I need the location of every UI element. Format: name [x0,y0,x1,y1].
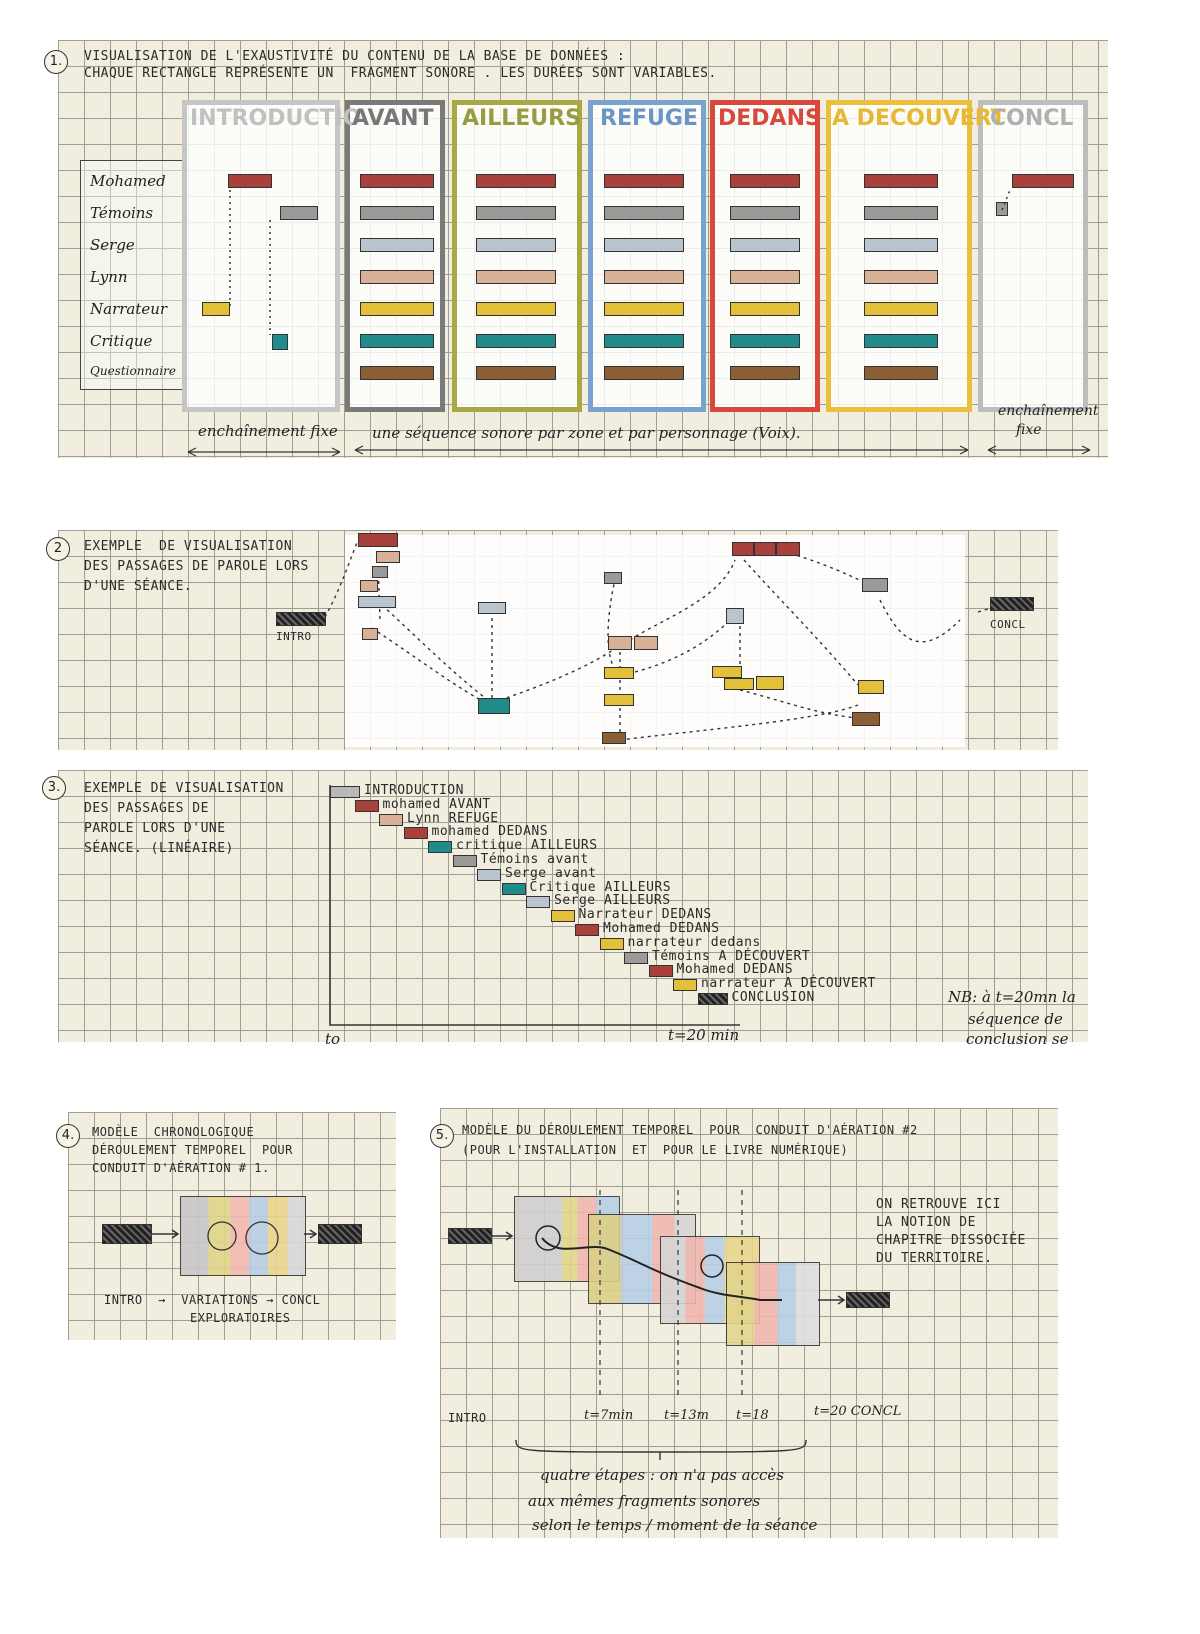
section5-time-1: t=7min [584,1408,634,1423]
section5-side-3: CHAPITRE DISSOCIÉE [876,1233,1026,1248]
section5-side-4: DU TERRITOIRE. [876,1251,993,1266]
zone-title-ailleurs: AILLEURS [462,106,581,131]
section4-title-line2: DÉROULEMENT TEMPOREL POUR [92,1143,293,1157]
section3-note-1: NB: à t=20mn la [948,988,1076,1006]
character-label-temoins: Témoins [90,204,154,222]
section3-step-label-7: Critique AILLEURS [529,879,672,895]
section4-caption-1: INTRO → VARIATIONS → CONCL [104,1293,321,1307]
section3-title-line3: PAROLE LORS D'UNE [84,821,226,836]
section3-step-label-11: narrateur dedans [627,934,761,950]
caption-right-1: enchaînement [998,403,1099,419]
section2-number: 2 [46,537,70,561]
section3-note-2: séquence de [968,1010,1063,1028]
section4-title-line3: CONDUIT D'AÉRATION # 1. [92,1161,270,1175]
character-label-questionnaire: Questionnaire [90,364,176,378]
section3-step-label-8: Serge AILLEURS [554,893,671,909]
section5-intro-label: INTRO [448,1411,487,1425]
section5-number: 5. [430,1124,454,1148]
character-label-narrateur: Narrateur [90,300,168,318]
section5-title-line1: MODÈLE DU DÉROULEMENT TEMPOREL POUR CONDUIT D'AÉRATION #2 [462,1123,918,1137]
section1-title-line1: VISUALISATION DE L'EXAUSTIVITÉ DU CONTENU DE LA BASE DE DONNÉES : [84,49,626,64]
section3-step-label-13: Mohamed DEDANS [676,962,794,978]
section3-t20: t=20 min [668,1026,740,1044]
section2-intro-label: INTRO [276,630,312,643]
section5-time-2: t=13m [664,1408,709,1423]
character-label-mohamed: Mohamed [90,172,166,190]
section3-step-label-0: INTRODUCTION [364,783,464,798]
section5-side-1: ON RETROUVE ICI [876,1197,1001,1212]
character-label-critique: Critique [90,332,153,350]
zone-title-adecouvert: A DECOUVERT [832,106,1006,131]
caption-sequence: une séquence sonore par zone et par personnage (Voix). [372,424,801,442]
section3-step-label-15: CONCLUSION [731,990,815,1005]
section5-side-2: LA NOTION DE [876,1215,976,1230]
section3-step-label-12: Témoins A DÉCOUVERT [652,948,811,964]
section5-time-4: t=20 CONCL [814,1404,902,1419]
section3-number: 3. [42,776,66,800]
section2-title-line3: D'UNE SÉANCE. [84,579,193,594]
section3-step-label-4: critique AILLEURS [456,838,598,854]
section3-title-line4: SÉANCE. (LINÉAIRE) [84,841,234,856]
section3-title-line1: EXEMPLE DE VISUALISATION [84,781,284,796]
section4-number: 4. [56,1124,80,1148]
section3-step-label-2: Lynn REFUGE [407,810,499,826]
section1-number: 1. [44,50,68,74]
section3-step-label-1: mohamed AVANT [382,796,491,812]
section2-title-line2: DES PASSAGES DE PAROLE LORS [84,559,309,574]
caption-right-2: fixe [1016,422,1042,438]
zone-title-dedans: DEDANS [718,106,821,131]
section2-concl-label: CONCL [990,618,1026,631]
section3-t0: to [325,1030,341,1048]
zone-title-refuge: REFUGE [600,106,698,131]
section3-note-3: conclusion se [966,1030,1069,1048]
section3-step-label-6: Serge avant [505,865,597,881]
section5-bottom-2: aux mêmes fragments sonores [528,1492,761,1510]
zone-title-intro: INTRODUCTIO [190,106,362,131]
section4-title-line1: MODÈLE CHRONOLOGIQUE [92,1125,255,1139]
section5-title-line2: (POUR L'INSTALLATION ET POUR LE LIVRE NUMÉRIQUE) [462,1143,849,1157]
section3-step-label-5: Témoins avant [480,852,589,867]
zone-title-avant: AVANT [352,106,434,131]
section3-step-label-9: Narrateur DEDANS [578,907,712,923]
section5-time-3: t=18 [736,1408,769,1423]
section3-title-line2: DES PASSAGES DE [84,801,209,816]
section1-title-line2: CHAQUE RECTANGLE REPRÉSENTE UN FRAGMENT SONORE . LES DURÉES SONT VARIABLES. [84,66,717,81]
section2-title-line1: EXEMPLE DE VISUALISATION [84,539,293,554]
section5-bottom-1: quatre étapes : on n'a pas accès [540,1466,784,1484]
section5-bottom-3: selon le temps / moment de la séance [532,1516,818,1534]
zone-title-concl: CONCL [990,106,1074,131]
caption-enchainement-fixe: enchaînement fixe [198,422,338,440]
character-label-lynn: Lynn [90,268,128,286]
section3-step-label-14: narrateur A DÉCOUVERT [701,976,876,992]
character-label-serge: Serge [90,236,135,254]
section4-caption-2: EXPLORATOIRES [190,1311,291,1325]
section3-step-label-10: Mohamed DEDANS [603,921,720,936]
section3-step-label-3: mohamed DEDANS [431,824,549,840]
